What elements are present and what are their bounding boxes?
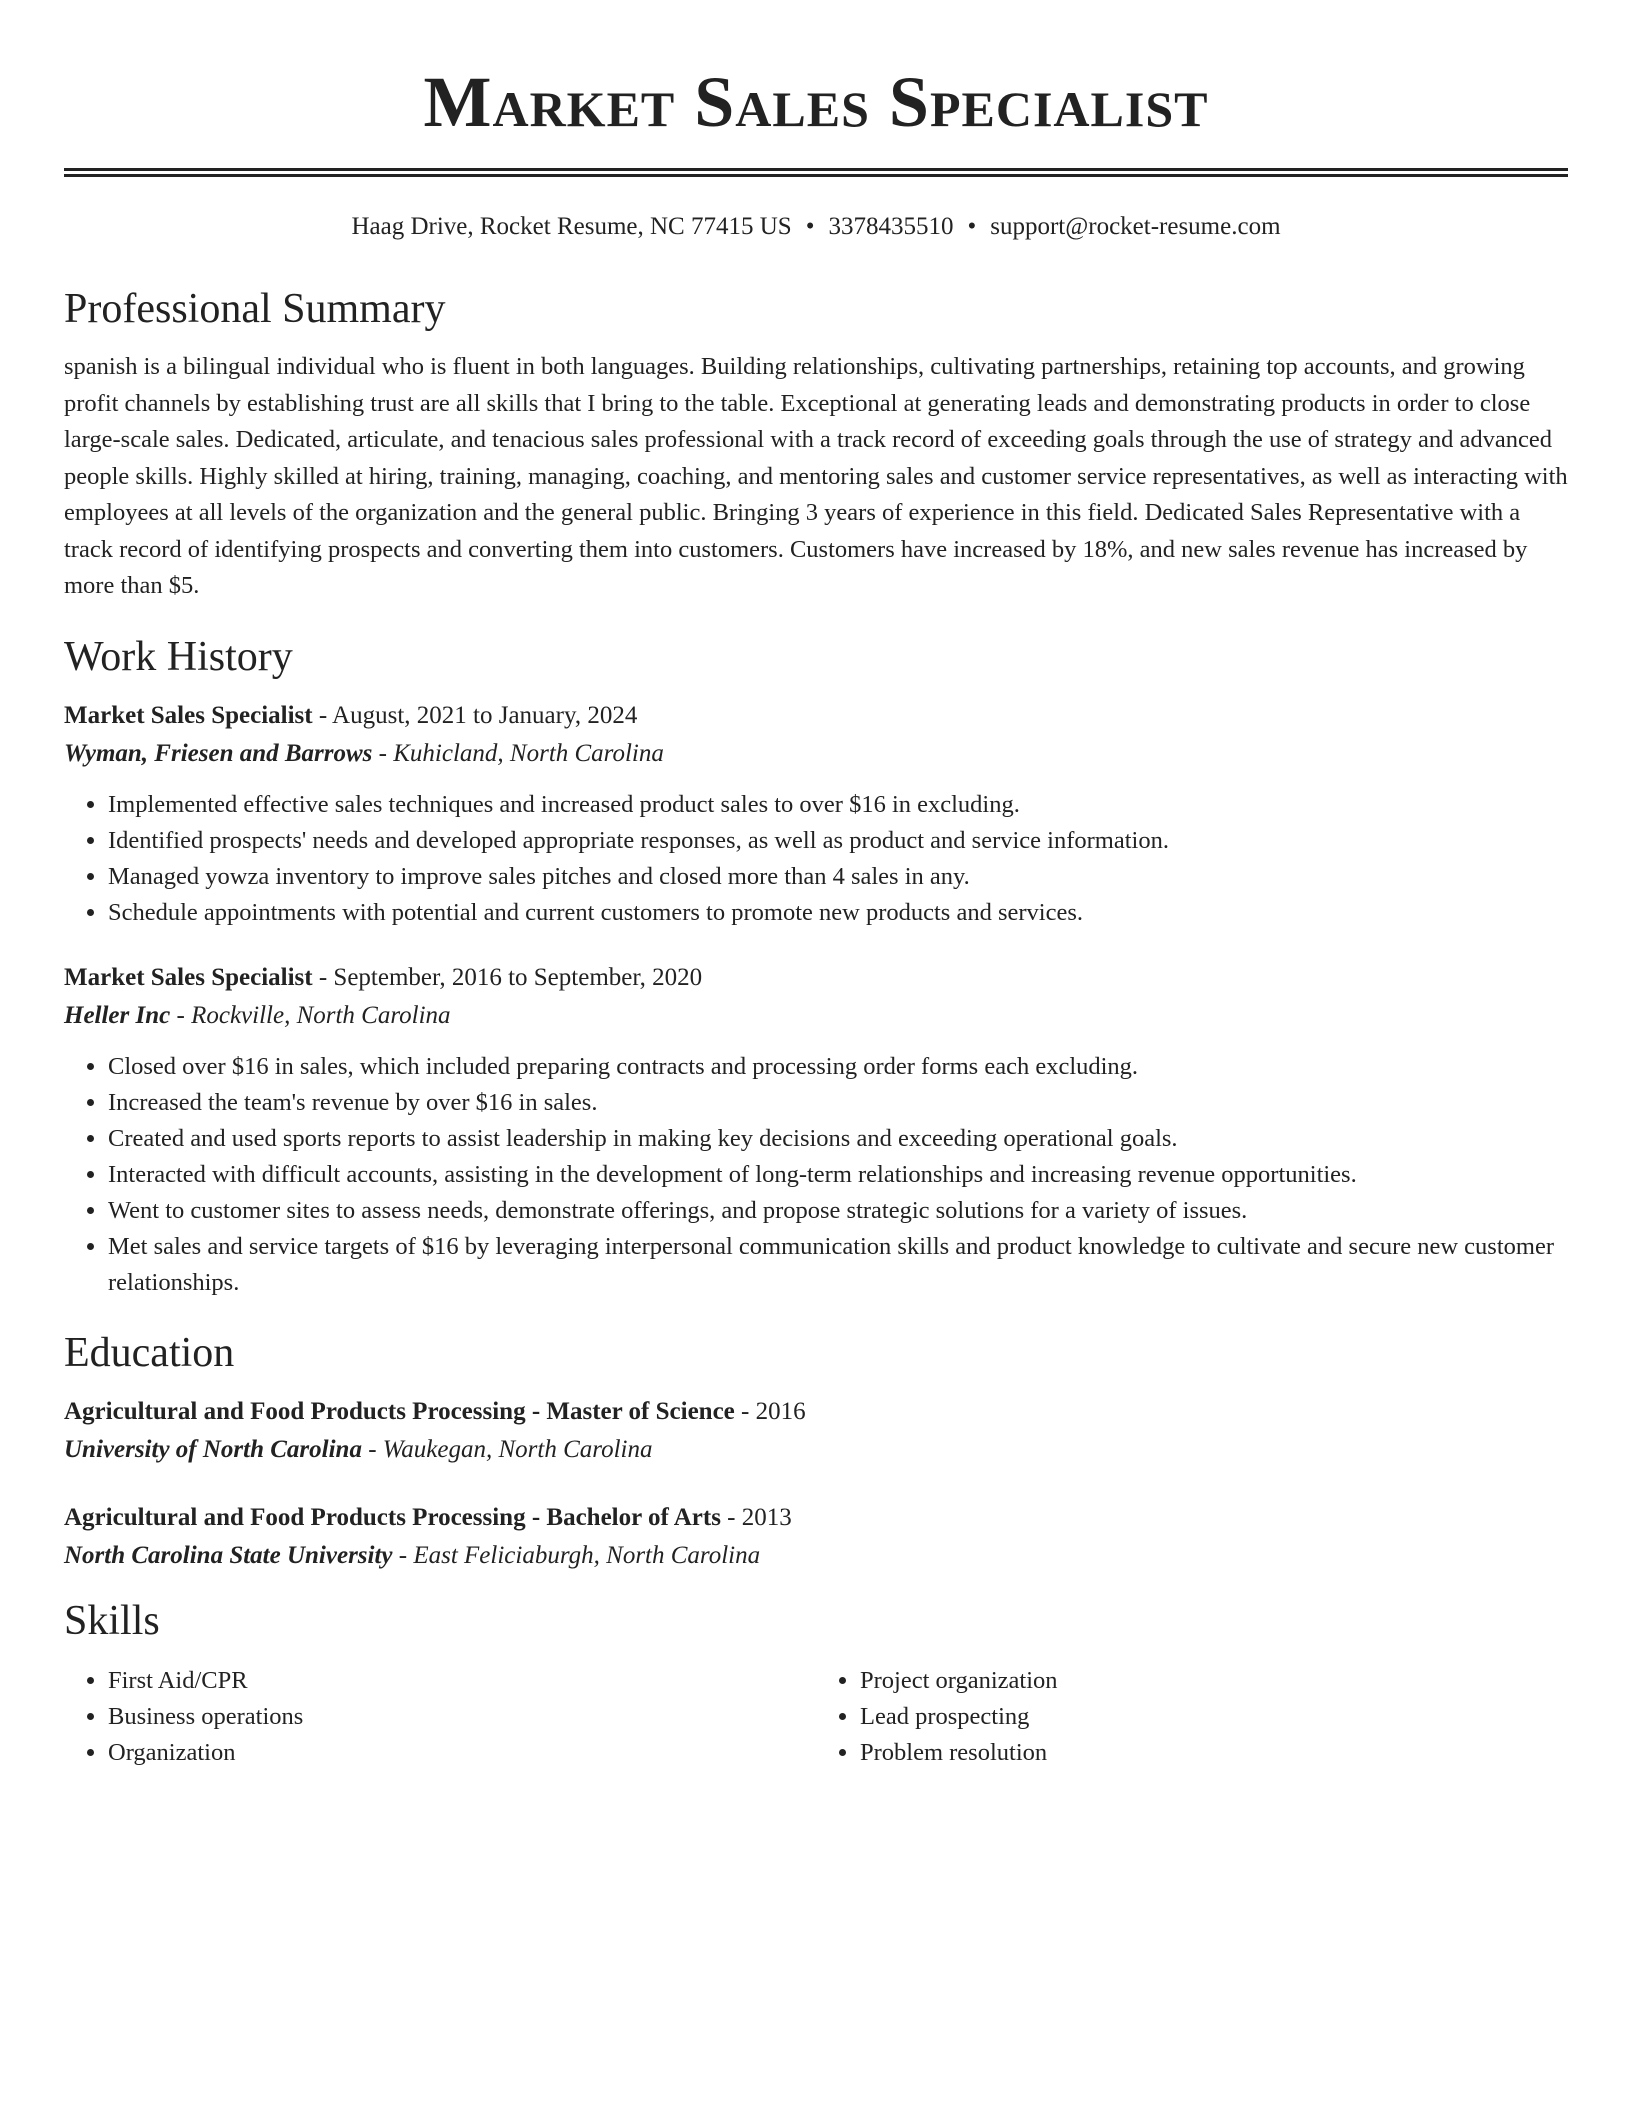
- education-entry: [64, 1499, 1568, 1575]
- education-year: 2013: [741, 1503, 792, 1531]
- education-school-line: [64, 1537, 1568, 1575]
- education-location: East Feliciaburgh, North Carolina: [413, 1541, 761, 1569]
- contact-address: Haag Drive, Rocket Resume, NC 77415 US: [351, 213, 792, 240]
- job-dates: September, 2016 to September, 2020: [333, 963, 703, 991]
- education-school: University of North Carolina: [64, 1435, 362, 1463]
- resume-name: Market Sales Specialist: [423, 62, 1209, 142]
- section-title-work-history: Work History: [64, 633, 293, 680]
- job-bullet: • Created and used sports reports to assist leadership in making key decisions and exceeding operational goals.: [108, 1121, 1568, 1157]
- skills-column-right: [816, 1663, 1568, 1771]
- skill-item: • Problem resolution: [860, 1735, 1568, 1771]
- contact-separator: •: [805, 213, 815, 240]
- job-bullet: • Interacted with difficult accounts, assisting in the development of long-term relationships and increasing revenue opportunities.: [108, 1157, 1568, 1193]
- job-company-line: [64, 735, 1568, 773]
- job-company-line: [64, 997, 1568, 1035]
- skill-item: • Organization: [108, 1735, 816, 1771]
- section-title-summary: Professional Summary: [64, 286, 446, 332]
- skill-item: • Business operations: [108, 1699, 816, 1735]
- skill-item: • Lead prospecting: [860, 1699, 1568, 1735]
- job-bullet-list: [64, 787, 1568, 931]
- contact-separator: •: [967, 213, 977, 240]
- skills-grid: [64, 1663, 1568, 1771]
- education-degree-line: [64, 1499, 1568, 1537]
- job-company: Wyman, Friesen and Barrows: [64, 739, 373, 767]
- education-year: 2016: [755, 1397, 806, 1425]
- education-school-line: [64, 1431, 1568, 1469]
- job-bullet: • Identified prospects' needs and developed appropriate responses, as well as product and service information.: [108, 823, 1568, 859]
- dash-separator: -: [170, 1001, 192, 1029]
- contact-email: support@rocket-resume.com: [990, 213, 1281, 240]
- contact-line: [64, 211, 1568, 243]
- job-entry: [64, 959, 1568, 1301]
- job-bullet: • Went to customer sites to assess needs, demonstrate offerings, and propose strategic solutions for a variety of issues.: [108, 1193, 1568, 1229]
- job-dates: August, 2021 to January, 2024: [332, 701, 638, 729]
- header-double-rule: [64, 168, 1568, 177]
- education-school: North Carolina State University: [64, 1541, 393, 1569]
- job-bullet: • Managed yowza inventory to improve sales pitches and closed more than 4 sales in any.: [108, 859, 1568, 895]
- job-title-line: [64, 697, 1568, 735]
- education-degree: Agricultural and Food Products Processing - Master of Science: [64, 1397, 735, 1425]
- job-role: Market Sales Specialist: [64, 963, 313, 991]
- job-title-line: [64, 959, 1568, 997]
- job-company: Heller Inc: [64, 1001, 171, 1029]
- section-title-skills: Skills: [64, 1597, 160, 1644]
- job-bullet: • Met sales and service targets of $16 by leveraging interpersonal communication skills and product knowledge to cultivate and secure new customer relationships.: [108, 1229, 1568, 1301]
- job-bullet: • Closed over $16 in sales, which included preparing contracts and processing order forms each excluding.: [108, 1049, 1568, 1085]
- dash-separator: -: [372, 739, 394, 767]
- education-location: Waukegan, North Carolina: [382, 1435, 653, 1463]
- job-bullet: • Increased the team's revenue by over $16 in sales.: [108, 1085, 1568, 1121]
- job-location: Kuhicland, North Carolina: [393, 739, 664, 767]
- section-title-education: Education: [64, 1329, 235, 1376]
- dash-separator: -: [392, 1541, 414, 1569]
- dash-separator: -: [734, 1397, 756, 1425]
- dash-separator: -: [361, 1435, 383, 1463]
- skill-item: • Project organization: [860, 1663, 1568, 1699]
- job-location: Rockville, North Carolina: [191, 1001, 451, 1029]
- job-entry: [64, 697, 1568, 931]
- dash-separator: -: [720, 1503, 742, 1531]
- job-bullet-list: [64, 1049, 1568, 1301]
- summary-paragraph: spanish is a bilingual individual who is fluent in both languages. Building relationships, cultivating partnerships, retaining top accounts, and growing profit channels by establishing trust are all skills that I bring to the table. Exceptional at generating leads and demonstrating products in order to close large-scale sales. Dedicated, articulate, and tenacious sales professional with a track record of exceeding goals through the use of strategy and advanced people skills. Highly skilled at hiring, training, managing, coaching, and mentoring sales and customer service representatives, as well as interacting with employees at all levels of the organization and the general public. Bringing 3 years of experience in this field. Dedicated Sales Representative with a track record of identifying prospects and converting them into customers. Customers have increased by 18%, and new sales revenue has increased by more than $5.: [64, 353, 1568, 599]
- skills-column-left: [64, 1663, 816, 1771]
- dash-separator: -: [312, 701, 333, 729]
- contact-phone: 3378435510: [828, 213, 954, 240]
- skill-item: • First Aid/CPR: [108, 1663, 816, 1699]
- job-bullet: • Schedule appointments with potential and current customers to promote new products and services.: [108, 895, 1568, 931]
- education-degree: Agricultural and Food Products Processing - Bachelor of Arts: [64, 1503, 721, 1531]
- job-role: Market Sales Specialist: [64, 701, 313, 729]
- education-degree-line: [64, 1393, 1568, 1431]
- job-bullet: • Implemented effective sales techniques and increased product sales to over $16 in excluding.: [108, 787, 1568, 823]
- education-entry: [64, 1393, 1568, 1469]
- dash-separator: -: [312, 963, 334, 991]
